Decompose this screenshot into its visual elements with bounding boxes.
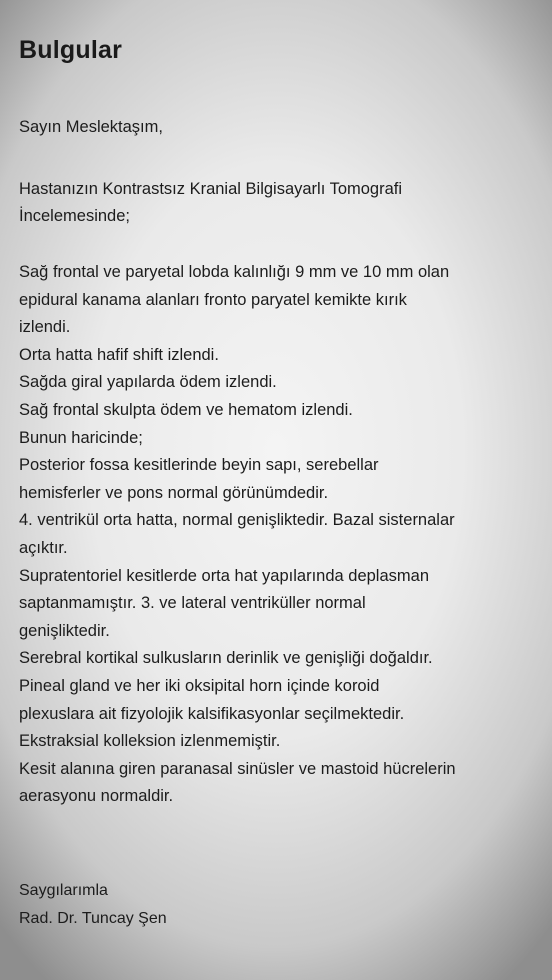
finding-line: saptanmamıştır. 3. ve lateral ventriküller normal	[19, 594, 366, 613]
finding-line: Sağda giral yapılarda ödem izlendi.	[19, 373, 277, 392]
finding-line: hemisferler ve pons normal görünümdedir.	[19, 483, 329, 502]
finding-line: epidural kanama alanları fronto paryatel kemikte kırık	[19, 290, 407, 309]
finding-line: Orta hatta hafif shift izlendi.	[19, 345, 219, 364]
finding-line: genişliktedir.	[19, 621, 110, 640]
finding-line: Supratentoriel kesitlerde orta hat yapılarında deplasman	[19, 566, 429, 585]
intro-line: İncelemesinde;	[19, 207, 130, 225]
finding-line: 4. ventrikül orta hatta, normal genişliktedir. Bazal sisternalar	[19, 511, 455, 530]
finding-line: Pineal gland ve her iki oksipital horn içinde koroid	[19, 676, 380, 695]
finding-line: Posterior fossa kesitlerinde beyin sapı, serebellar	[19, 456, 379, 475]
finding-line: Ekstraksial kolleksion izlenmemiştir.	[19, 732, 281, 751]
greeting-text: Sayın Meslektaşım,	[19, 118, 163, 136]
intro-line: Hastanızın Kontrastsız Kranial Bilgisayarlı Tomografi	[19, 180, 403, 198]
finding-line: açıktır.	[19, 538, 68, 557]
finding-line: Kesit alanına giren paranasal sinüsler ve mastoid hücrelerin	[19, 759, 456, 778]
findings-paragraph	[19, 259, 456, 811]
finding-line: Sağ frontal skulpta ödem ve hematom izlendi.	[19, 400, 353, 419]
finding-line: plexuslara ait fizyolojik kalsifikasyonlar seçilmektedir.	[19, 704, 405, 723]
closing-text: Saygılarımla	[19, 882, 108, 899]
intro-paragraph	[19, 176, 402, 230]
report-title: Bulgular	[19, 36, 122, 64]
finding-line: Sağ frontal ve paryetal lobda kalınlığı 9 mm ve 10 mm olan	[19, 263, 450, 281]
finding-line: Serebral kortikal sulkusların derinlik ve genişliği doğaldır.	[19, 649, 433, 668]
finding-line: Bunun haricinde;	[19, 428, 143, 447]
signature-text: Rad. Dr. Tuncay Şen	[19, 910, 167, 927]
closing-block	[19, 877, 167, 933]
finding-line: aerasyonu normaldir.	[19, 787, 174, 806]
finding-line: izlendi.	[19, 318, 71, 337]
